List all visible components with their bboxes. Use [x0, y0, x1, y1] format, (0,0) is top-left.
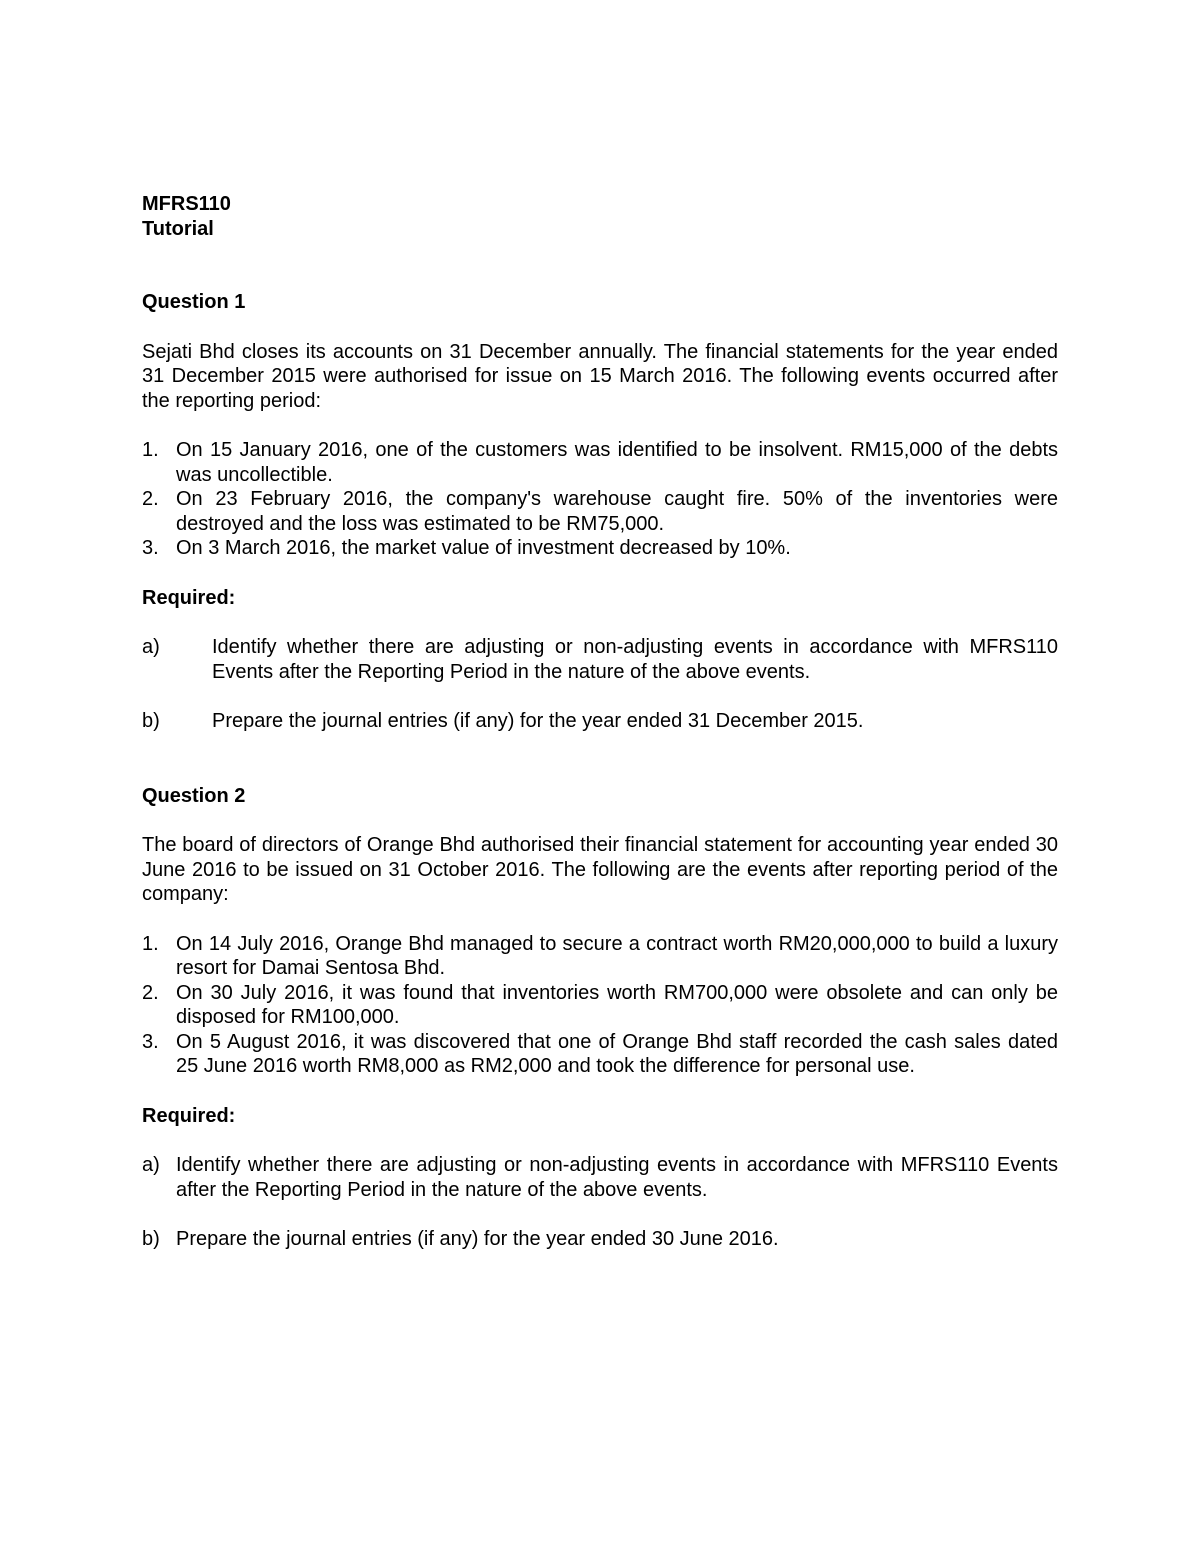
question-2-intro: The board of directors of Orange Bhd authorised their financial statement for accounting year ended 30 June 2016 to be issued on 31 October 2016. The following are the events after reporting period of the company:: [142, 834, 1058, 905]
list-number: 3.: [142, 1030, 159, 1053]
question-2-heading: Question 2: [142, 784, 246, 807]
list-item-text: On 23 February 2016, the company's warehouse caught fire. 50% of the inventories were destroyed and the loss was estimated to be RM75,000.: [176, 488, 1058, 535]
list-item-text: On 15 January 2016, one of the customers was identified to be insolvent. RM15,000 of the debts was uncollectible.: [176, 439, 1058, 486]
list-item: [142, 438, 1058, 487]
question-2-required-label: Required:: [142, 1104, 236, 1127]
required-text: Prepare the journal entries (if any) for the year ended 30 June 2016.: [176, 1228, 779, 1250]
list-number: 1.: [142, 439, 159, 461]
question-1-required-list: [142, 635, 1058, 734]
list-item: [142, 536, 1058, 561]
document-page: [142, 192, 1058, 1252]
list-item: [142, 1030, 1058, 1079]
required-letter: a): [142, 636, 160, 658]
list-number: 2.: [142, 488, 159, 510]
list-item: [142, 487, 1058, 536]
required-item: [142, 1227, 1058, 1252]
document-subtitle: Tutorial: [142, 217, 214, 240]
question-2-section: [142, 784, 1058, 1252]
required-letter: b): [142, 1228, 160, 1250]
question-1-events-list: [142, 438, 1058, 561]
question-1-section: [142, 290, 1058, 734]
list-item-text: On 30 July 2016, it was found that inventories worth RM700,000 were obsolete and can only be disposed for RM100,000.: [176, 981, 1058, 1028]
required-item: [142, 635, 1058, 684]
list-item-text: On 14 July 2016, Orange Bhd managed to secure a contract worth RM20,000,000 to build a luxury resort for Damai Sentosa Bhd.: [176, 932, 1058, 979]
list-item-text: On 3 March 2016, the market value of investment decreased by 10%.: [176, 537, 791, 559]
question-2-events-list: [142, 932, 1058, 1079]
document-title: MFRS110: [142, 193, 231, 215]
question-1-heading: Question 1: [142, 291, 246, 313]
list-item: [142, 981, 1058, 1030]
list-number: 2.: [142, 981, 159, 1004]
required-text: Prepare the journal entries (if any) for the year ended 31 December 2015.: [212, 710, 864, 732]
question-1-required-label: Required:: [142, 586, 236, 609]
required-text: Identify whether there are adjusting or non-adjusting events in accordance with MFRS110 Events after the Reporting Period in the nature of the above events.: [212, 636, 1058, 683]
required-text: Identify whether there are adjusting or non-adjusting events in accordance with MFRS110 Events after the Reporting Period in the nature of the above events.: [176, 1154, 1058, 1201]
required-item: [142, 709, 1058, 734]
question-1-intro: Sejati Bhd closes its accounts on 31 December annually. The financial statements for the year ended 31 December 2015 were authorised for issue on 15 March 2016. The following events occurred after the reporting period:: [142, 340, 1058, 412]
question-2-required-list: [142, 1153, 1058, 1252]
list-item-text: On 5 August 2016, it was discovered that one of Orange Bhd staff recorded the cash sales dated 25 June 2016 worth RM8,000 as RM2,000 and took the difference for personal use.: [176, 1030, 1058, 1077]
list-number: 1.: [142, 932, 159, 955]
required-letter: a): [142, 1154, 160, 1176]
list-number: 3.: [142, 537, 159, 559]
required-letter: b): [142, 710, 160, 732]
list-item: [142, 932, 1058, 981]
required-item: [142, 1153, 1058, 1202]
